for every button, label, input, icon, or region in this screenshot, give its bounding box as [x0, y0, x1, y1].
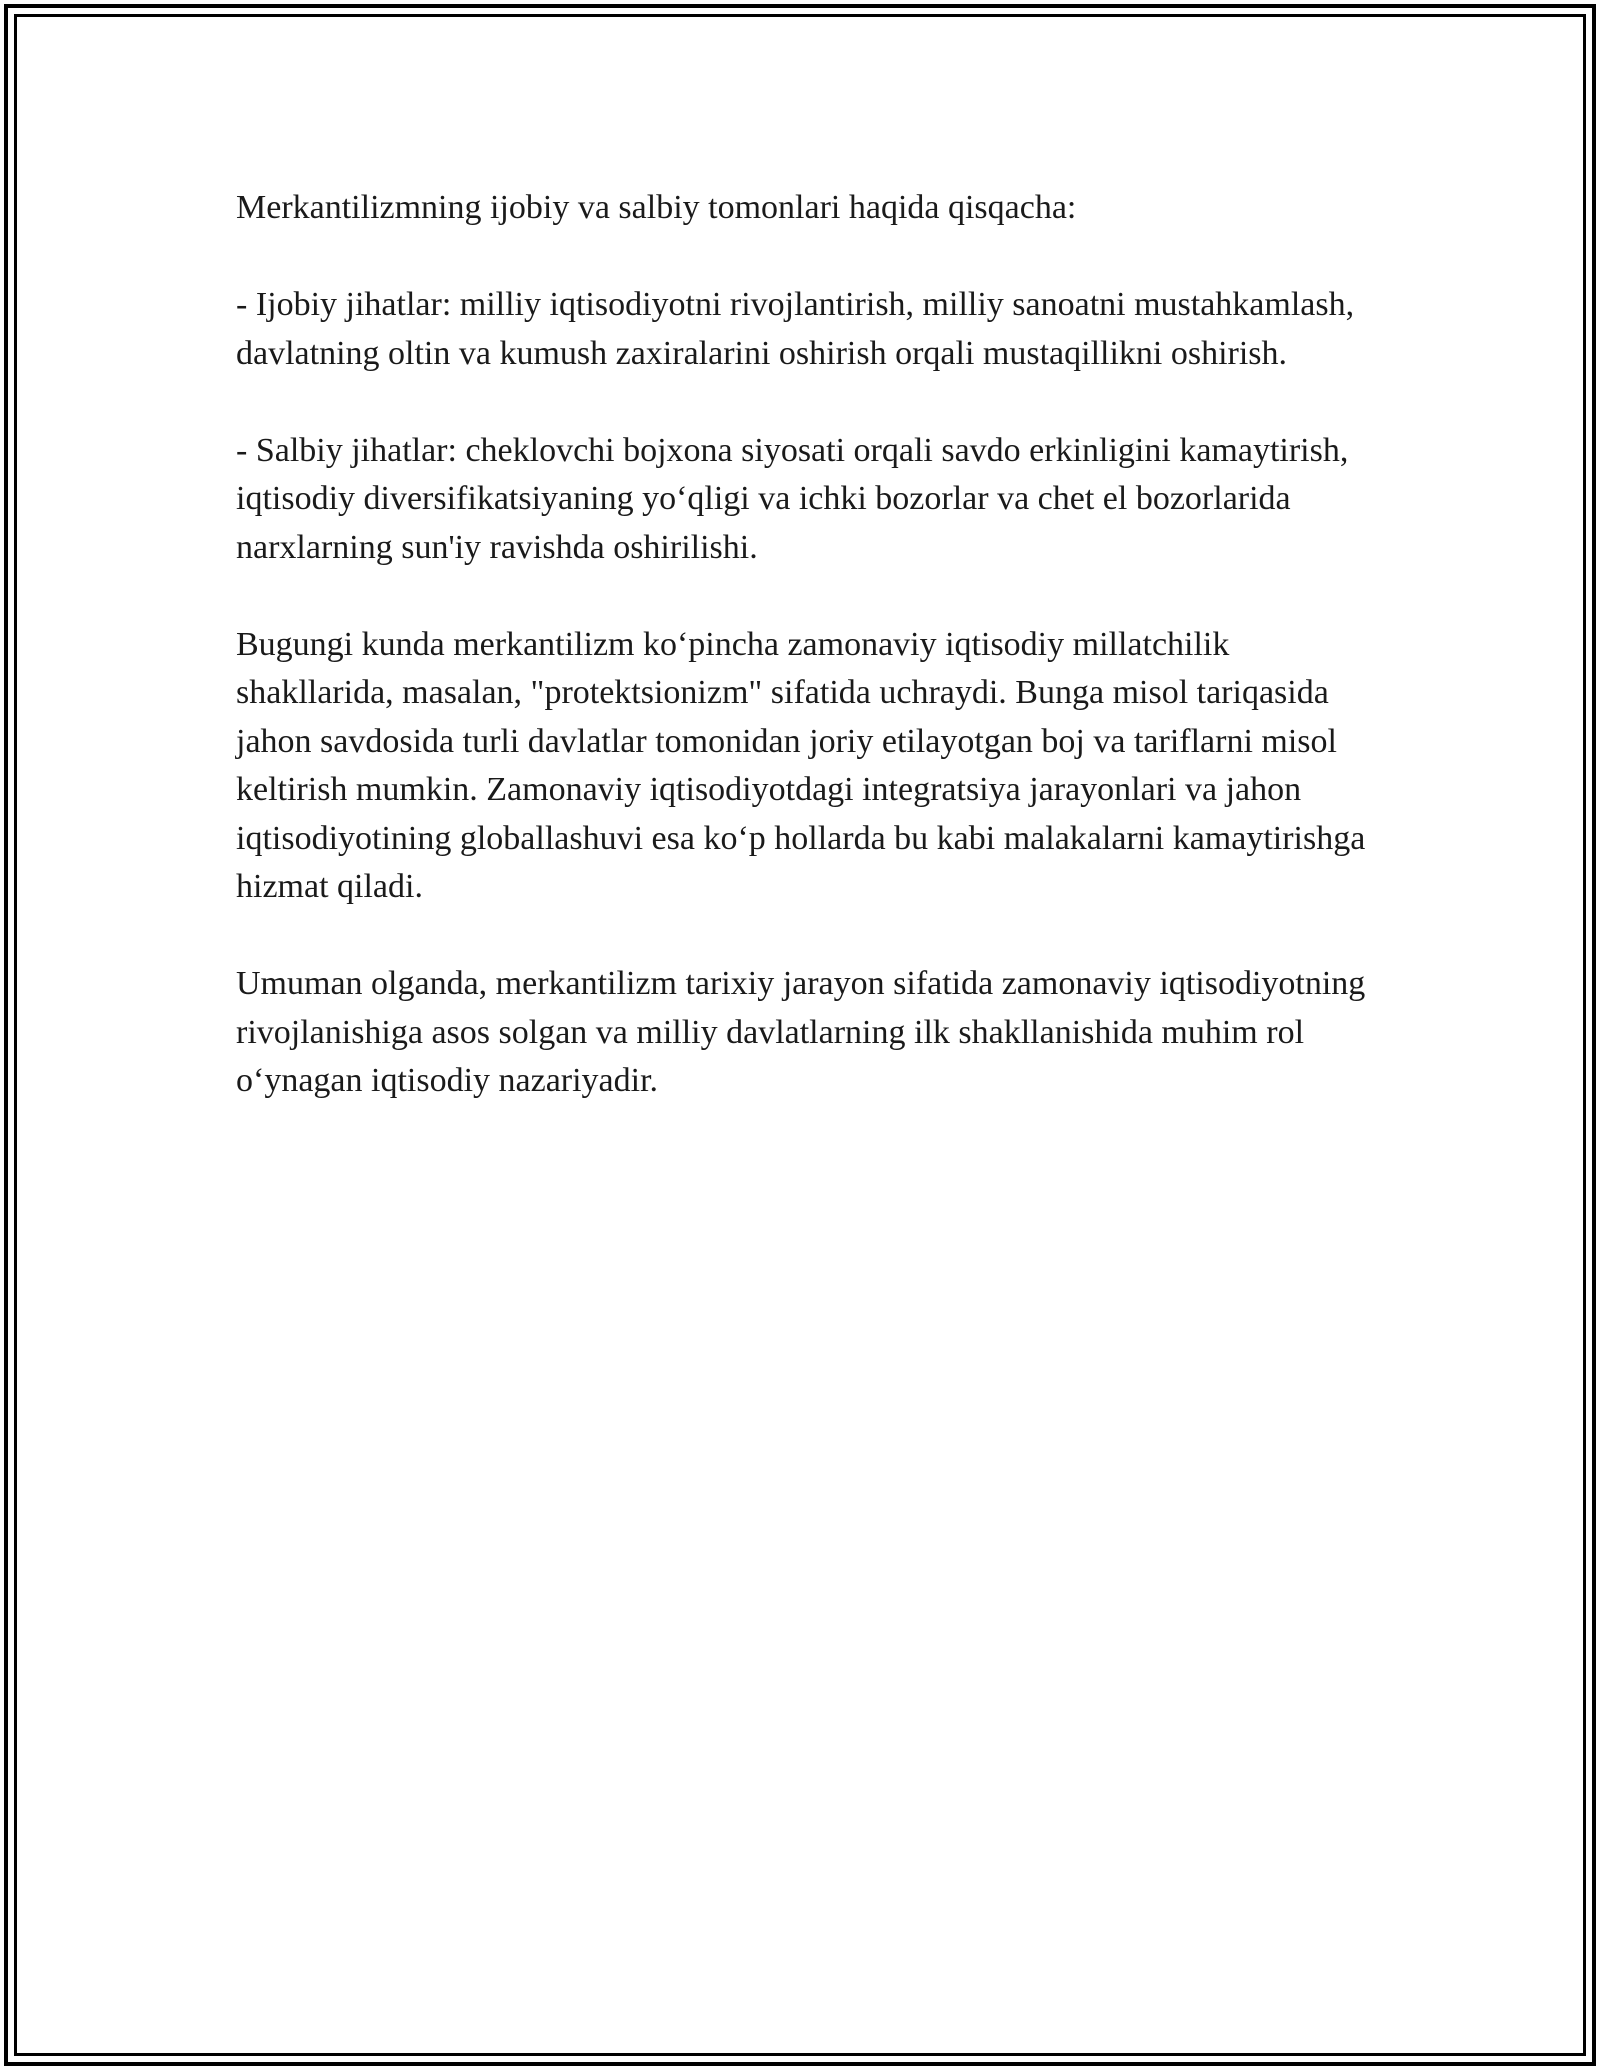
- document-body: [236, 184, 1366, 1106]
- document-heading: Merkantilizmning ijobiy va salbiy tomonlari haqida qisqacha:: [236, 189, 1077, 226]
- paragraph-modern-mercantilism: Bugungi kunda merkantilizm ko‘pincha zamonaviy iqtisodiy millatchilik shakllarida, masalan, "protektsionizm" sifatida uchraydi. Bunga misol tariqasida jahon savdosida turli davlatlar tomonidan joriy etilayotgan boj va tariflarni misol keltirish mumkin. Zamonaviy iqtisodiyotdagi integratsiya jarayonlari va jahon iqtisodiyotining globallashuvi esa ko‘p hollarda bu kabi malakalarni kamaytirishga hizmat qiladi.: [236, 625, 1366, 905]
- paragraph-negative-aspects: - Salbiy jihatlar: cheklovchi bojxona siyosati orqali savdo erkinligini kamaytirish, iqtisodiy diversifikatsiyaning yo‘qligi va ichki bozorlar va chet el bozorlarida narxlarning sun'iy ravishda oshirilishi.: [236, 431, 1349, 566]
- paragraph-conclusion: Umuman olganda, merkantilizm tarixiy jarayon sifatida zamonaviy iqtisodiyotning rivojlanishiga asos solgan va milliy davlatlarning ilk shakllanishida muhim rol o‘ynagan iqtisodiy nazariyadir.: [236, 965, 1366, 1099]
- paragraph-positive-aspects: - Ijobiy jihatlar: milliy iqtisodiyotni rivojlantirish, milliy sanoatni mustahkamlash, davlatning oltin va kumush zaxiralarini oshirish orqali mustaqillikni oshirish.: [236, 286, 1355, 372]
